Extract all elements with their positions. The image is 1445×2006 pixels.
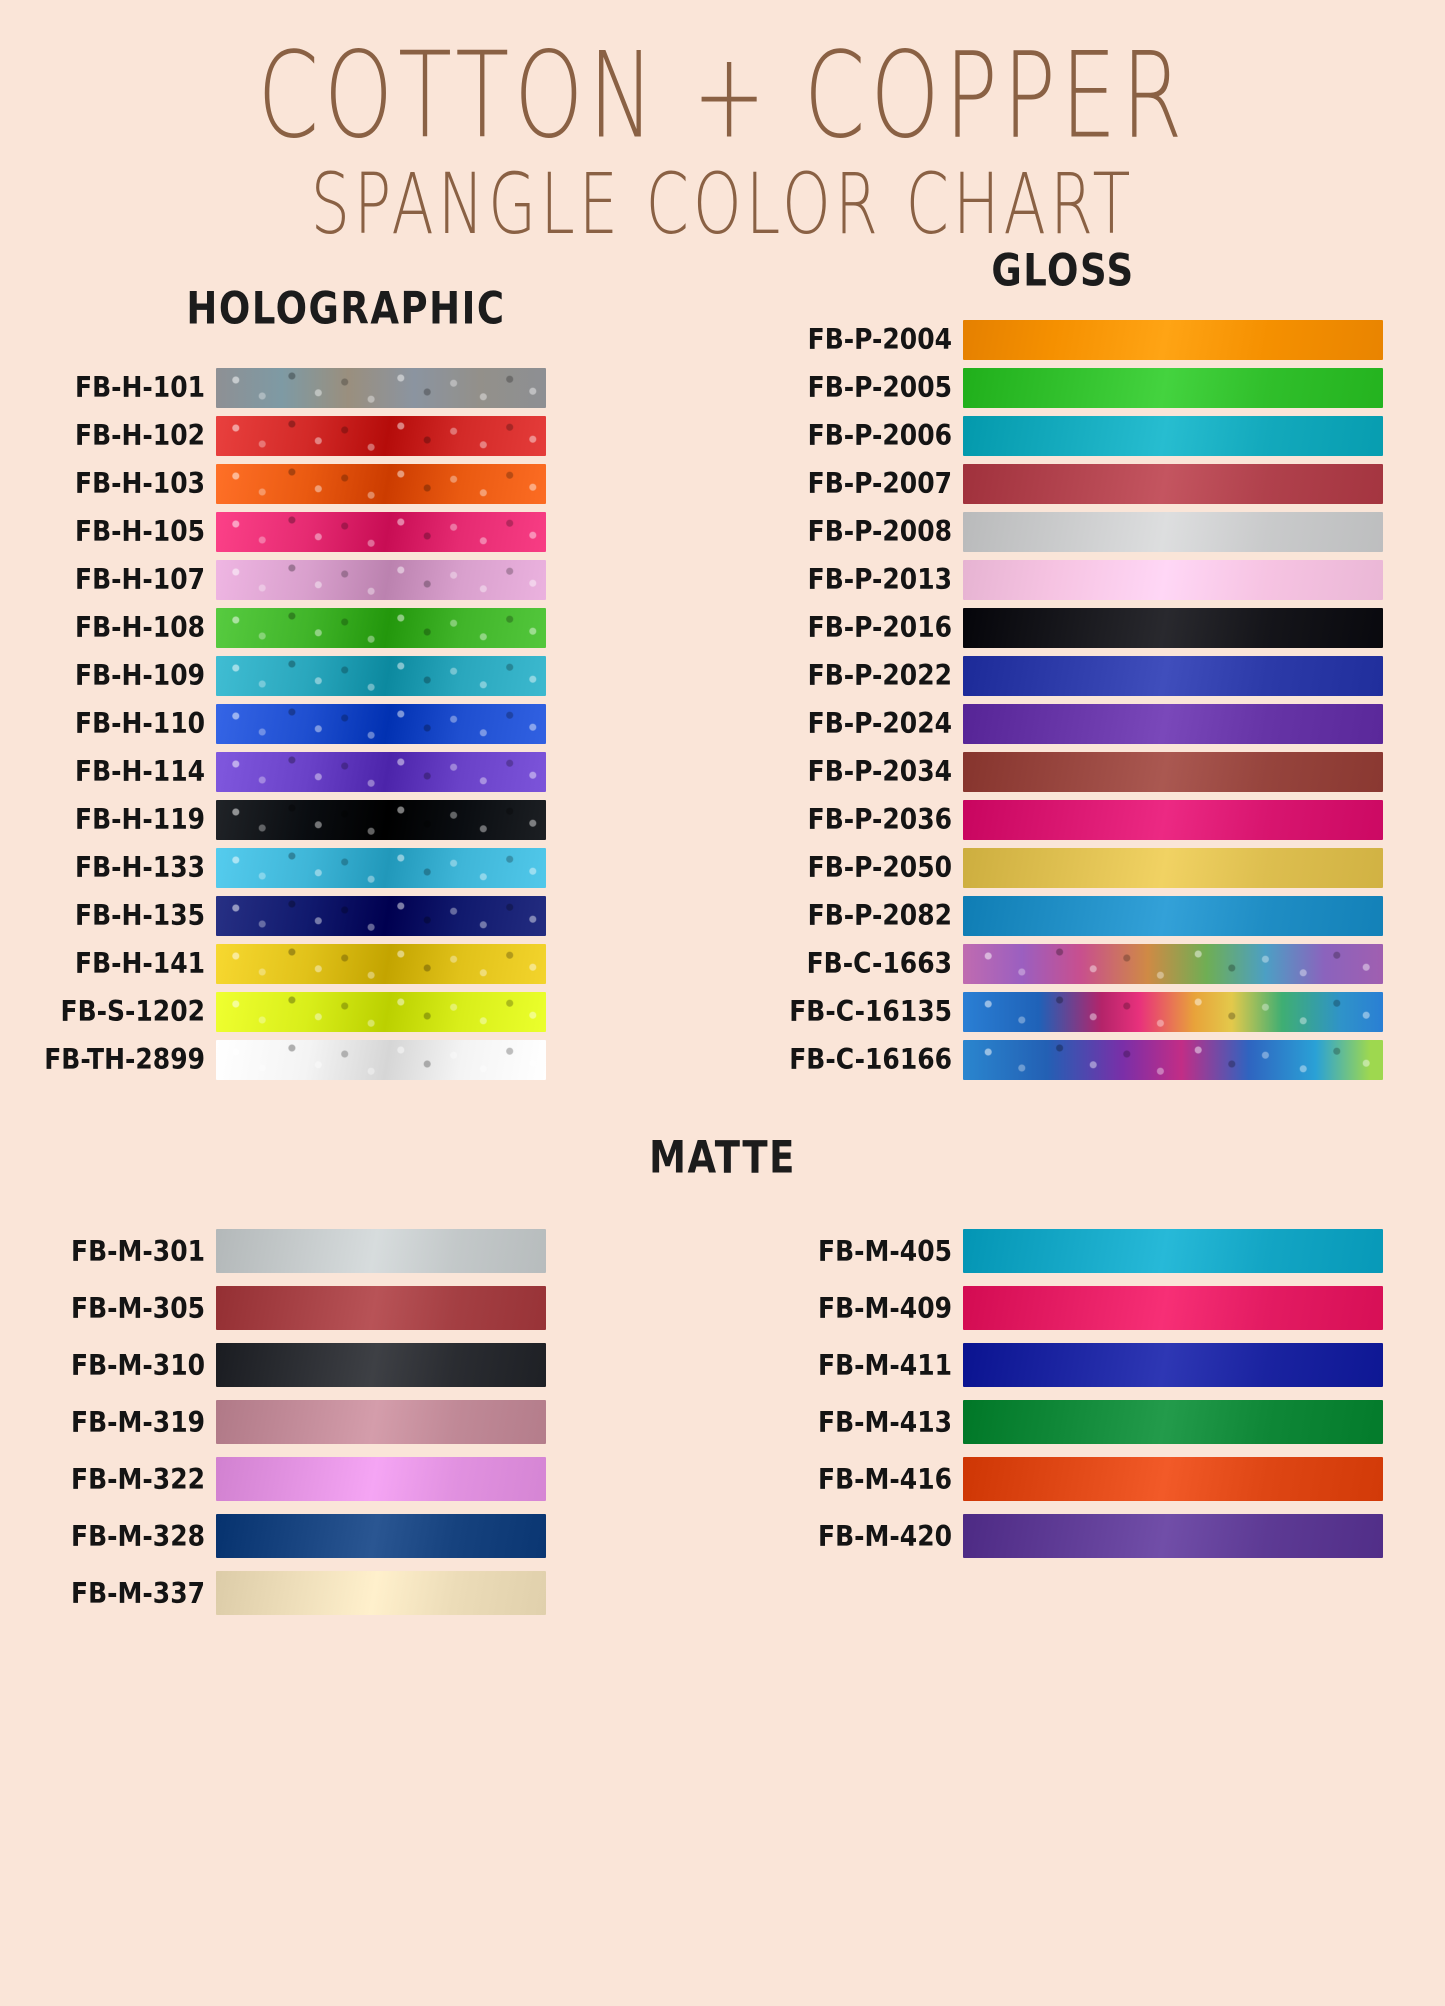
swatch-color-bar: [963, 1040, 1383, 1080]
swatch-code-label: FB-M-328: [71, 1519, 205, 1553]
swatch-row: [0, 508, 722, 556]
swatch-color-bar: [963, 416, 1383, 456]
swatch-color-bar: [216, 464, 546, 504]
holographic-section: [0, 282, 722, 1084]
swatch-code-label: FB-M-310: [71, 1348, 205, 1382]
swatch-row: [722, 1451, 1444, 1508]
swatch-color-bar: [216, 992, 546, 1032]
matte-left-column: [0, 1223, 722, 1622]
swatch-color-bar: [216, 656, 546, 696]
swatch-code-label: FB-M-411: [818, 1348, 952, 1382]
swatch-row: [0, 1337, 722, 1394]
swatch-code-label: FB-H-103: [75, 467, 205, 501]
swatch-row: [0, 1223, 722, 1280]
swatch-code-label: FB-H-109: [75, 659, 205, 693]
gloss-heading: GLOSS: [991, 244, 1135, 296]
swatch-row: [722, 316, 1444, 364]
swatch-color-bar: [216, 608, 546, 648]
swatch-row: [722, 988, 1444, 1036]
matte-columns: [0, 1223, 1445, 1622]
swatch-color-bar: [963, 800, 1383, 840]
swatch-row: [0, 460, 722, 508]
swatch-row: [0, 1565, 722, 1622]
swatch-row: [0, 988, 722, 1036]
matte-left-swatch-list: [0, 1223, 722, 1622]
swatch-row: [722, 460, 1444, 508]
swatch-row: [0, 892, 722, 940]
swatch-row: [0, 1394, 722, 1451]
swatch-code-label: FB-H-119: [75, 803, 205, 837]
swatch-row: [0, 652, 722, 700]
swatch-row: [722, 700, 1444, 748]
swatch-code-label: FB-TH-2899: [44, 1043, 205, 1077]
swatch-row: [0, 604, 722, 652]
swatch-row: [722, 1394, 1444, 1451]
swatch-code-label: FB-M-337: [71, 1576, 205, 1610]
swatch-row: [722, 652, 1444, 700]
swatch-code-label: FB-M-420: [818, 1519, 952, 1553]
top-sections: [0, 244, 1445, 1084]
swatch-color-bar: [216, 1286, 546, 1330]
swatch-color-bar: [963, 656, 1383, 696]
swatch-code-label: FB-P-2082: [807, 899, 952, 933]
swatch-row: [722, 844, 1444, 892]
swatch-code-label: FB-P-2007: [807, 467, 952, 501]
swatch-color-bar: [963, 1343, 1383, 1387]
swatch-code-label: FB-P-2050: [807, 851, 952, 885]
page-title: COTTON + COPPER: [257, 25, 1188, 165]
swatch-color-bar: [216, 1229, 546, 1273]
swatch-code-label: FB-P-2004: [807, 323, 952, 357]
swatch-color-bar: [963, 1286, 1383, 1330]
swatch-color-bar: [963, 896, 1383, 936]
swatch-code-label: FB-H-135: [75, 899, 205, 933]
matte-right-column: [722, 1223, 1444, 1622]
swatch-code-label: FB-H-102: [75, 419, 205, 453]
swatch-color-bar: [216, 1514, 546, 1558]
swatch-color-bar: [216, 512, 546, 552]
swatch-code-label: FB-M-319: [71, 1405, 205, 1439]
swatch-code-label: FB-H-108: [75, 611, 205, 645]
swatch-code-label: FB-H-101: [75, 371, 205, 405]
swatch-color-bar: [216, 896, 546, 936]
swatch-color-bar: [963, 944, 1383, 984]
swatch-row: [722, 940, 1444, 988]
swatch-code-label: FB-M-405: [818, 1234, 952, 1268]
swatch-row: [0, 556, 722, 604]
swatch-row: [0, 1280, 722, 1337]
swatch-color-bar: [216, 1040, 546, 1080]
swatch-code-label: FB-M-409: [818, 1291, 952, 1325]
swatch-color-bar: [216, 800, 546, 840]
matte-heading: MATTE: [649, 1131, 796, 1183]
swatch-color-bar: [963, 368, 1383, 408]
swatch-row: [722, 1280, 1444, 1337]
swatch-row: [0, 1036, 722, 1084]
swatch-row: [722, 1508, 1444, 1565]
swatch-code-label: FB-M-413: [818, 1405, 952, 1439]
holographic-heading: HOLOGRAPHIC: [186, 282, 506, 334]
swatch-code-label: FB-M-301: [71, 1234, 205, 1268]
swatch-code-label: FB-P-2006: [807, 419, 952, 453]
swatch-code-label: FB-C-1663: [806, 947, 952, 981]
swatch-color-bar: [216, 416, 546, 456]
holographic-swatch-list: [0, 364, 722, 1084]
swatch-color-bar: [963, 752, 1383, 792]
swatch-code-label: FB-C-16166: [789, 1043, 952, 1077]
swatch-color-bar: [963, 704, 1383, 744]
swatch-code-label: FB-P-2008: [807, 515, 952, 549]
matte-right-swatch-list: [722, 1223, 1444, 1565]
swatch-code-label: FB-C-16135: [789, 995, 952, 1029]
swatch-color-bar: [216, 368, 546, 408]
swatch-code-label: FB-H-141: [75, 947, 205, 981]
swatch-color-bar: [216, 1571, 546, 1615]
swatch-row: [0, 412, 722, 460]
swatch-row: [722, 892, 1444, 940]
swatch-code-label: FB-P-2013: [807, 563, 952, 597]
swatch-row: [722, 364, 1444, 412]
swatch-code-label: FB-P-2022: [807, 659, 952, 693]
matte-section: [0, 1131, 1445, 1622]
swatch-color-bar: [216, 1457, 546, 1501]
swatch-row: [722, 1223, 1444, 1280]
swatch-row: [722, 1337, 1444, 1394]
swatch-color-bar: [216, 1343, 546, 1387]
swatch-row: [0, 1451, 722, 1508]
swatch-code-label: FB-P-2024: [807, 707, 952, 741]
swatch-code-label: FB-M-305: [71, 1291, 205, 1325]
swatch-color-bar: [963, 1229, 1383, 1273]
swatch-code-label: FB-P-2016: [807, 611, 952, 645]
swatch-row: [722, 796, 1444, 844]
chart-header: [0, 0, 1445, 253]
swatch-code-label: FB-H-105: [75, 515, 205, 549]
swatch-code-label: FB-P-2036: [807, 803, 952, 837]
swatch-color-bar: [216, 1400, 546, 1444]
swatch-row: [0, 748, 722, 796]
swatch-row: [0, 1508, 722, 1565]
swatch-code-label: FB-M-416: [818, 1462, 952, 1496]
swatch-row: [722, 556, 1444, 604]
swatch-color-bar: [963, 608, 1383, 648]
swatch-color-bar: [963, 1457, 1383, 1501]
swatch-color-bar: [216, 704, 546, 744]
swatch-code-label: FB-P-2005: [807, 371, 952, 405]
swatch-color-bar: [963, 992, 1383, 1032]
gloss-section: [722, 244, 1444, 1084]
swatch-color-bar: [963, 1514, 1383, 1558]
swatch-color-bar: [963, 464, 1383, 504]
swatch-row: [0, 700, 722, 748]
swatch-code-label: FB-M-322: [71, 1462, 205, 1496]
swatch-color-bar: [963, 1400, 1383, 1444]
swatch-code-label: FB-P-2034: [807, 755, 952, 789]
gloss-swatch-list: [722, 316, 1444, 1084]
swatch-code-label: FB-H-110: [75, 707, 205, 741]
swatch-color-bar: [963, 320, 1383, 360]
swatch-color-bar: [963, 560, 1383, 600]
swatch-color-bar: [216, 848, 546, 888]
swatch-row: [0, 796, 722, 844]
swatch-row: [0, 844, 722, 892]
swatch-row: [722, 1036, 1444, 1084]
swatch-color-bar: [963, 512, 1383, 552]
swatch-code-label: FB-H-133: [75, 851, 205, 885]
page-subtitle: SPANGLE COLOR CHART: [310, 154, 1135, 253]
swatch-color-bar: [216, 752, 546, 792]
swatch-row: [0, 940, 722, 988]
swatch-code-label: FB-S-1202: [60, 995, 205, 1029]
swatch-color-bar: [963, 848, 1383, 888]
swatch-code-label: FB-H-107: [75, 563, 205, 597]
swatch-code-label: FB-H-114: [75, 755, 205, 789]
swatch-color-bar: [216, 560, 546, 600]
swatch-row: [722, 604, 1444, 652]
swatch-row: [722, 412, 1444, 460]
swatch-row: [0, 364, 722, 412]
swatch-row: [722, 508, 1444, 556]
swatch-row: [722, 748, 1444, 796]
swatch-color-bar: [216, 944, 546, 984]
